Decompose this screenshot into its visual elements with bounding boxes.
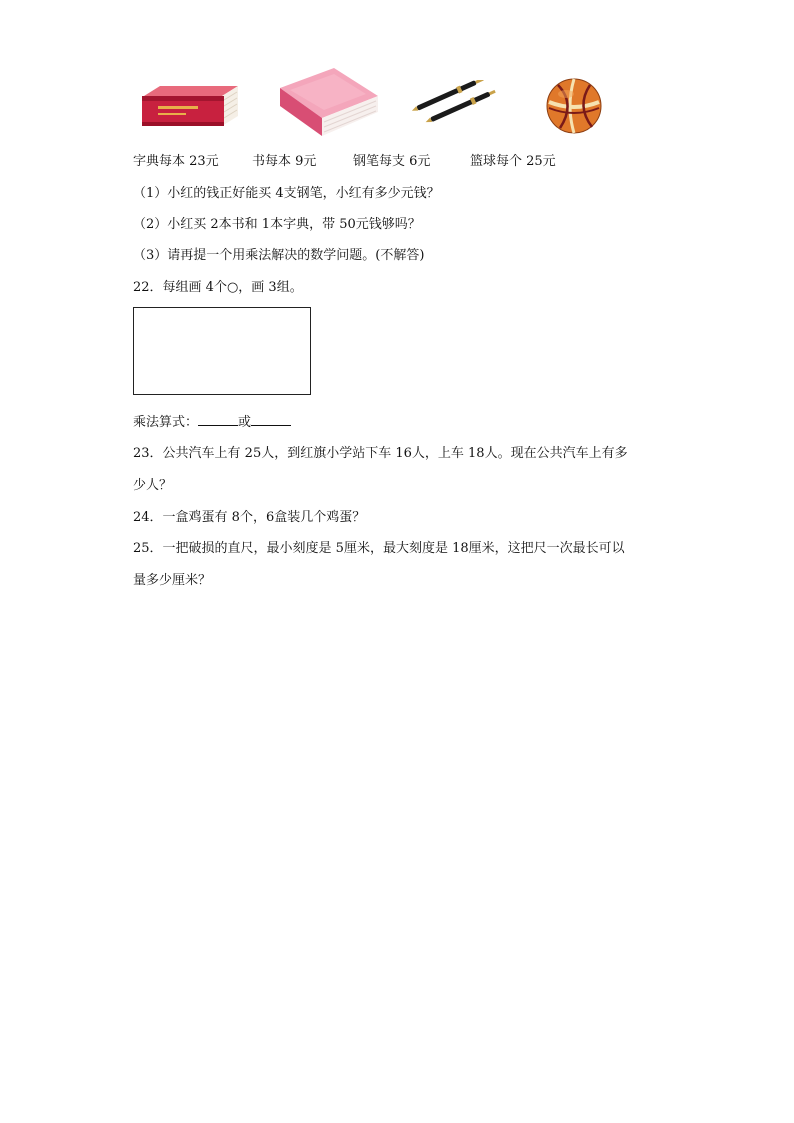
formula-blank-2[interactable] [251, 413, 291, 426]
question-23-line-1: 23．公共汽车上有 25人，到红旗小学站下车 16人，上车 18人。现在公共汽车上有多 [133, 446, 628, 461]
question-22-formula [133, 411, 291, 430]
question-25-line-2: 量多少厘米？ [133, 573, 212, 588]
formula-label: 乘法算式： [133, 415, 199, 430]
question-21-part-2: （2）小红买 2本书和 1本字典，带 50元钱够吗？ [133, 217, 421, 232]
book-icon [276, 66, 380, 138]
formula-blank-1[interactable] [198, 413, 238, 426]
formula-or: 或 [238, 415, 252, 430]
question-21-part-3: （3）请再提一个用乘法解决的数学问题。(不解答) [133, 248, 425, 263]
question-24: 24．一盒鸡蛋有 8个，6盒装几个鸡蛋？ [133, 510, 366, 525]
question-22: 22．每组画 4个○，画 3组。 [133, 280, 303, 295]
question-23-line-2: 少人？ [133, 478, 173, 493]
price-label-book: 书每本 9元 [252, 154, 317, 169]
price-label-basketball: 篮球每个 25元 [470, 154, 556, 169]
price-label-dictionary: 字典每本 23元 [133, 154, 219, 169]
drawing-answer-box[interactable] [133, 307, 311, 395]
question-21-part-1: （1）小红的钱正好能买 4支钢笔，小红有多少元钱？ [133, 186, 440, 201]
question-25-line-1: 25．一把破损的直尺，最小刻度是 5厘米，最大刻度是 18厘米，这把尺一次最长可以 [133, 541, 625, 556]
pen-icon [412, 80, 498, 124]
price-label-pen: 钢笔每支 6元 [353, 154, 431, 169]
basketball-icon [546, 78, 602, 134]
dictionary-icon [138, 82, 240, 130]
